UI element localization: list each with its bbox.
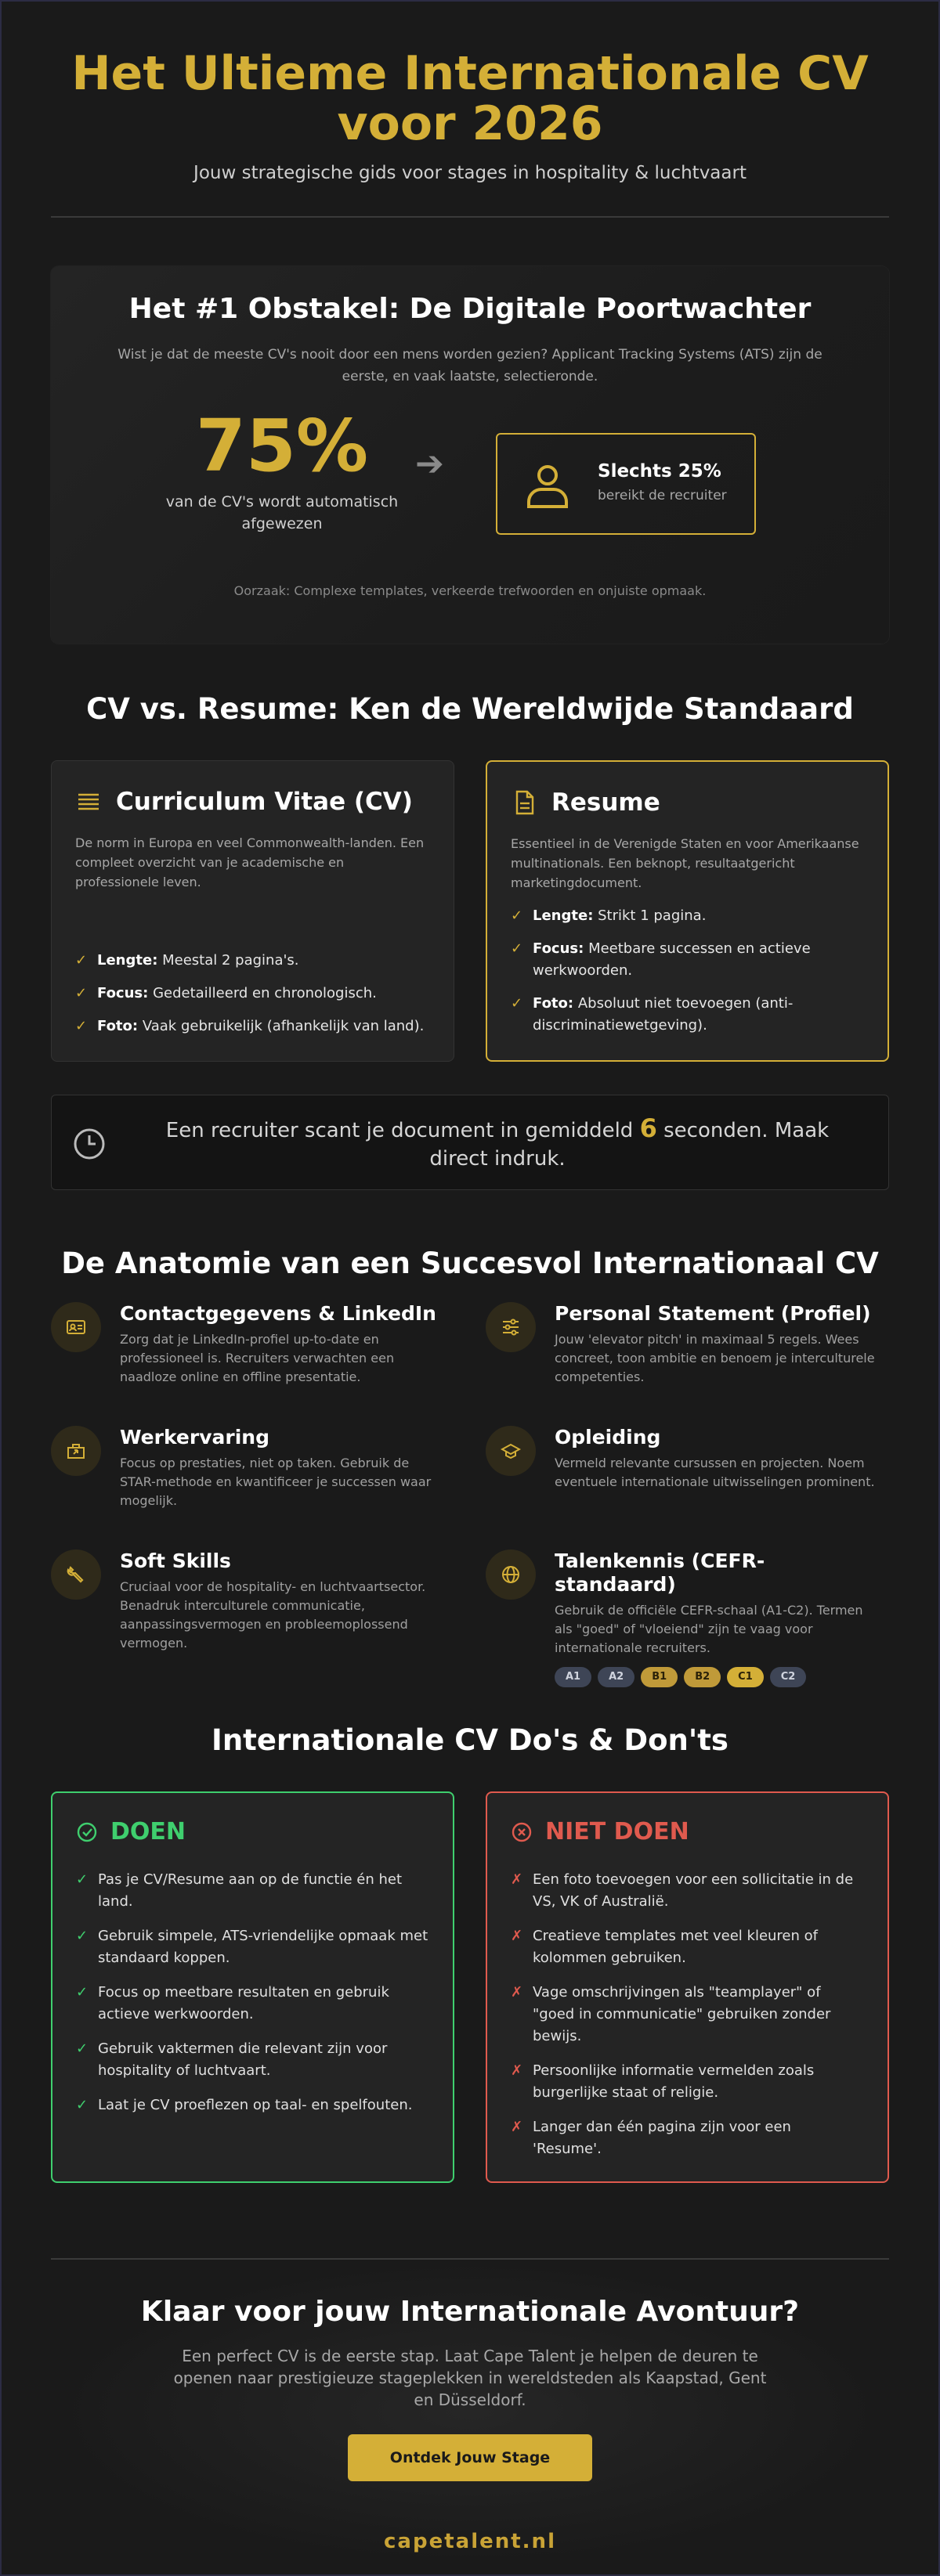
id-card-icon (66, 1317, 86, 1337)
list-icon (75, 788, 102, 815)
cv-resume-title: CV vs. Resume: Ken de Wereldwijde Standaard (86, 692, 854, 726)
scan-number: 6 (639, 1113, 657, 1143)
list-item: ✗ Langer dan één pagina zijn voor een 'Resume'. (511, 2116, 864, 2160)
anatomy-title: De Anatomie van een Succesvol Internationaal CV (61, 1247, 879, 1280)
anatomy-item-contact: Contactgegevens & LinkedIn Zorg dat je LinkedIn-profiel up-to-date en professioneel is. Recruiters verwachten een naadloze online en offline presentatie. (51, 1302, 443, 1387)
cta-description: Een perfect CV is de eerste stap. Laat Cape Talent je helpen de deuren te openen naar prestigieuze stageplekken in wereldsteden als Kaapstad, Gent en Düsseldorf. (173, 2347, 767, 2409)
clock-icon (72, 1127, 107, 1161)
page-title: Het Ultieme Internationale CV voor 2026 (71, 46, 869, 151)
dont-card (486, 1791, 889, 2183)
list-item: ✓ Lengte: Meestal 2 pagina's. (75, 950, 435, 972)
list-item: ✓ Focus op meetbare resultaten en gebruik actieve werkwoorden. (76, 1982, 429, 2026)
list-item: ✓ Focus: Meetbare successen en actieve werkwoorden. (511, 938, 869, 982)
page-subtitle: Jouw strategische gids voor stages in hospitality & luchtvaart (193, 163, 747, 183)
recruiter-title: Slechts 25% (598, 461, 721, 482)
cefr-badge: B2 (684, 1667, 721, 1687)
rejected-label: van de CV's wordt automatisch afgewezen (165, 493, 399, 532)
do-card (51, 1791, 454, 2183)
do-card-title: DOEN (110, 1818, 186, 1845)
ats-description: Wist je dat de meeste CV's nooit door een mens worden gezien? Applicant Tracking Systems (ATS) zijn de eerste, en vaak laatste, selectieronde. (118, 347, 822, 384)
brand-link[interactable]: capetalent.nl (384, 2530, 556, 2553)
do-list (76, 1869, 429, 2116)
cv-card-description: De norm in Europa en veel Commonwealth-landen. Een compleet overzicht van je academische en professionele leven. (75, 835, 425, 889)
resume-card-title: Resume (551, 788, 660, 817)
list-item: ✗ Vage omschrijvingen als "teamplayer" of "goed in communicatie" gebruiken zonder bewijs. (511, 1982, 864, 2047)
recruiter-subtitle: bereikt de recruiter (598, 488, 727, 503)
cv-card-list (75, 939, 435, 1037)
recruiter-box (496, 433, 756, 535)
list-item: ✗ Een foto toevoegen voor een sollicitatie in de VS, VK of Australië. (511, 1869, 864, 1913)
ats-cause: Oorzaak: Complexe templates, verkeerde trefwoorden en onjuiste opmaak. (233, 583, 707, 598)
graduation-cap-icon (501, 1441, 521, 1461)
x-circle-icon (511, 1821, 533, 1843)
list-item: ✓ Lengte: Strikt 1 pagina. (511, 905, 869, 927)
anatomy-item-profile: Personal Statement (Profiel) Jouw 'elevator pitch' in maximaal 5 regels. Wees concreet, toon ambitie en benoem je interculturele competenties. (486, 1302, 877, 1387)
document-icon (511, 789, 537, 816)
cv-card-title: Curriculum Vitae (CV) (116, 788, 413, 816)
cefr-badge: C1 (727, 1667, 764, 1687)
list-item: ✓ Gebruik simpele, ATS-vriendelijke opmaak met standaard koppen. (76, 1925, 429, 1969)
resume-card (486, 760, 889, 1062)
cv-resume-cards (51, 760, 889, 1062)
briefcase-icon (66, 1441, 86, 1461)
person-icon (521, 458, 574, 511)
globe-icon (501, 1564, 521, 1585)
anatomy-item-soft-skills: Soft Skills Cruciaal voor de hospitality- en luchtvaartsector. Benadruk interculturele communicatie, aanpassingsvermogen en probleemoplossend vermogen. (51, 1550, 443, 1653)
list-item: ✓ Gebruik vaktermen die relevant zijn voor hospitality of luchtvaart. (76, 2038, 429, 2082)
arrow-right-icon: ➔ (415, 444, 444, 484)
page (51, 2, 889, 2565)
dont-card-title: NIET DOEN (545, 1818, 689, 1845)
cefr-badge: C2 (770, 1667, 807, 1687)
resume-card-list (511, 894, 869, 1037)
list-item: ✗ Persoonlijke informatie vermelden zoals burgerlijke staat of religie. (511, 2060, 864, 2104)
list-item: ✓ Foto: Vaak gebruikelijk (afhankelijk van land). (75, 1016, 435, 1037)
cefr-badge: A2 (598, 1667, 634, 1687)
resume-card-description: Essentieel in de Verenigde Staten en voor Amerikaanse multinationals. Een beknopt, resultaatgericht marketingdocument. (511, 836, 859, 890)
divider (51, 216, 889, 218)
list-item: ✓ Pas je CV/Resume aan op de functie én het land. (76, 1869, 429, 1913)
anatomy-item-experience: Werkervaring Focus op prestaties, niet op taken. Gebruik de STAR-methode en kwantificeer je successen waar mogelijk. (51, 1426, 443, 1510)
discover-internship-button[interactable]: Ontdek Jouw Stage (348, 2434, 592, 2481)
wrench-icon (66, 1564, 86, 1585)
ats-stats (51, 403, 889, 560)
cta-section (51, 2260, 889, 2565)
rejected-percent: 75% (195, 404, 369, 488)
dos-donts-cards (51, 1791, 889, 2183)
anatomy-grid (51, 1302, 889, 1683)
sliders-icon (501, 1317, 521, 1337)
cv-card (51, 760, 454, 1062)
scan-card (51, 1095, 889, 1190)
cefr-badge: A1 (555, 1667, 591, 1687)
anatomy-item-education: Opleiding Vermeld relevante cursussen en projecten. Noem eventuele internationale uitwisselingen prominent. (486, 1426, 877, 1492)
list-item: ✓ Focus: Gedetailleerd en chronologisch. (75, 983, 435, 1005)
ats-title: Het #1 Obstakel: De Digitale Poortwachter (128, 293, 812, 325)
list-item: ✗ Creatieve templates met veel kleuren of kolommen gebruiken. (511, 1925, 864, 1969)
dont-list (511, 1869, 864, 2160)
dos-donts-title: Internationale CV Do's & Don'ts (212, 1723, 728, 1757)
cefr-levels (555, 1667, 877, 1687)
cefr-badge: B1 (641, 1667, 678, 1687)
ats-section (51, 266, 889, 644)
list-item: ✓ Laat je CV proeflezen op taal- en spelfouten. (76, 2094, 429, 2116)
cta-title: Klaar voor jouw Internationale Avontuur? (140, 2296, 800, 2328)
scan-text: Een recruiter scant je document in gemiddeld 6 seconden. Maak direct indruk. (165, 1113, 830, 1171)
anatomy-item-languages: Talenkennis (CEFR-standaard) Gebruik de officiële CEFR-schaal (A1-C2). Termen als "goed" of "vloeiend" zijn te vaag voor internationale recruiters. A1 A2 B1 B2 C1 C2 (486, 1550, 877, 1687)
list-item: ✓ Foto: Absoluut niet toevoegen (anti-discriminatiewetgeving). (511, 993, 869, 1037)
check-circle-icon (76, 1821, 98, 1843)
